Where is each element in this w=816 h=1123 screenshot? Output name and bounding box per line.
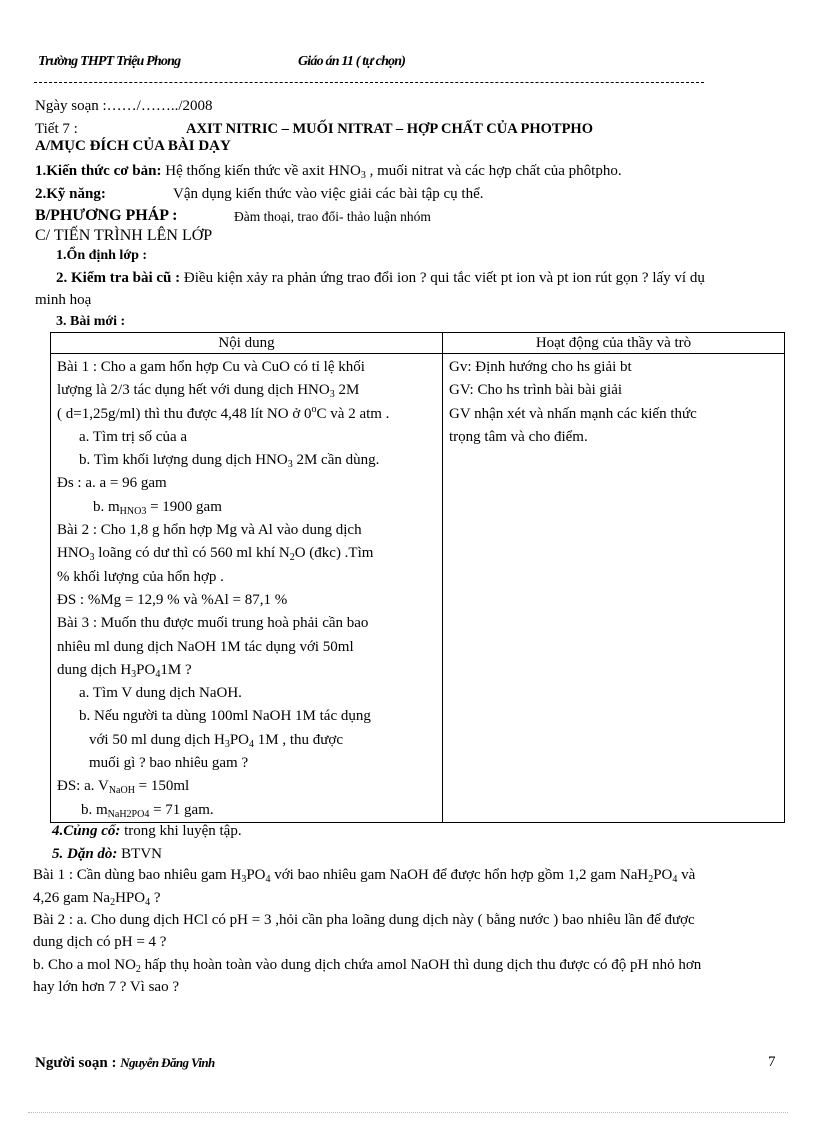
step5-line xyxy=(52,845,162,863)
activity-line: GV nhận xét và nhấn mạnh các kiến thức xyxy=(449,405,697,422)
b3-part-b2: với 50 ml dung dịch $H_3PO_4$ 1M , thu được xyxy=(89,731,344,750)
school-name: Trường THPT Triệu Phong xyxy=(38,54,181,69)
author-label: Người soạn : xyxy=(35,1055,117,1071)
section-b-text: Đàm thoại, trao đổi- thảo luận nhóm xyxy=(234,209,431,224)
b1-answer-1: Đs : a. a = 96 gam xyxy=(57,475,167,492)
section-a-heading: A/MỤC ĐÍCH CỦA BÀI DẠY xyxy=(35,138,231,154)
step4-label: 4.Củng cố: xyxy=(52,823,121,839)
b1-line1: Bài 1 : Cho a gam hổn hợp Cu và CuO có tỉ lệ khối xyxy=(57,359,365,375)
step2-line xyxy=(56,269,705,287)
knowledge-text: Hệ thống kiến thức về axit $HNO_3$ , muối nitrat và các hợp chất của phôtpho. xyxy=(165,163,622,181)
activity-cell xyxy=(443,354,785,823)
b3-line1: Bài 3 : Muốn thu được muối trung hoà phải cần bao xyxy=(57,615,369,632)
b2-answer: ĐS : %Mg = 12,9 % và %Al = 87,1 % xyxy=(57,591,288,608)
step1: 1.Ổn định lớp : xyxy=(56,248,148,263)
section-c-heading: C/ TIẾN TRÌNH LÊN LỚP xyxy=(35,227,213,244)
skill-text: Vận dụng kiến thức vào việc giải các bài tập cụ thể. xyxy=(173,186,484,202)
content-cell xyxy=(51,354,443,823)
b2-line2: $HNO_3$ loãng có dư thì có 560 ml khí $N_2O$ (đkc) .Tìm xyxy=(57,545,374,564)
author-name: Nguyễn Đăng Vinh xyxy=(120,1055,215,1070)
knowledge-line xyxy=(35,162,622,180)
b3-part-b3: muối gì ? bao nhiêu gam ? xyxy=(89,755,249,772)
b1-line3: ( d=1,25g/ml) thì thu được 4,48 lít NO ở 0$^o$C và 2 atm . xyxy=(57,403,390,422)
table-row xyxy=(51,354,785,823)
skill-line xyxy=(35,185,106,203)
section-b-heading: B/PHƯƠNG PHÁP : xyxy=(35,207,178,224)
footer-divider xyxy=(28,1112,788,1113)
header-divider xyxy=(34,82,704,83)
b1-answer-2: b. $m_{HNO3} = 1900$ gam xyxy=(93,498,222,517)
course-title: Giáo án 11 ( tự chọn) xyxy=(298,54,406,69)
activity-line: GV: Cho hs trình bài bài giải xyxy=(449,382,623,399)
homework-2-cont: dung dịch có pH = 4 ? xyxy=(33,934,167,950)
lesson-number: Tiết 7 : xyxy=(35,121,78,137)
b2-line3: % khối lượng của hổn hợp . xyxy=(57,568,224,585)
step3: 3. Bài mới : xyxy=(56,314,126,329)
step4-text: trong khi luyện tập. xyxy=(120,823,242,839)
b2-line1: Bài 2 : Cho 1,8 g hổn hợp Mg và Al vào dung dịch xyxy=(57,522,362,539)
date-line: Ngày soạn :……/……../2008 xyxy=(35,98,213,114)
b3-line2: nhiêu ml dung dịch NaOH 1M tác dụng với 50ml xyxy=(57,638,354,655)
homework-1: Bài 1 : Cần dùng bao nhiêu gam $H_3PO_4$ với bao nhiêu gam NaOH để được hổn hợp gồm 1,2 gam $NaH_2PO_4$ và xyxy=(33,867,696,885)
b1-line2: lượng là 2/3 tác dụng hết với dung dịch $HNO_3$ 2M xyxy=(57,382,360,401)
step5-text: BTVN xyxy=(117,846,163,862)
b3-part-a: a. Tìm V dung dịch NaOH. xyxy=(79,685,242,702)
author-line xyxy=(35,1054,215,1072)
step2-label: 2. Kiểm tra bài cũ : xyxy=(56,270,181,286)
step2-text: Điều kiện xảy ra phản ứng trao đổi ion ? qui tắc viết pt ion và pt ion rút gọn ? lấy ví dụ xyxy=(183,270,705,286)
homework-1-cont: 4,26 gam $Na_2HPO_4$ ? xyxy=(33,890,161,908)
activity-line: trọng tâm và cho điểm. xyxy=(449,428,588,445)
lesson-title: AXIT NITRIC – MUỐI NITRAT – HỢP CHẤT CỦA PHOTPHO xyxy=(186,121,593,137)
b3-line3: dung dịch $H_3PO_41M$ ? xyxy=(57,661,192,680)
step4-line xyxy=(52,822,242,840)
b3-answer-2: b. $m_{NaH2PO4} = 71$ gam. xyxy=(81,801,214,820)
lesson-table xyxy=(50,332,785,823)
col-header-content: Nội dung xyxy=(51,333,443,354)
b1-part-b: b. Tìm khối lượng dung dịch $HNO_3$ 2M cần dùng. xyxy=(79,452,380,471)
table-header-row xyxy=(51,333,785,354)
col-header-activity: Hoạt động của thầy và trò xyxy=(443,333,785,354)
step5-label: 5. Dặn dò: xyxy=(52,846,118,862)
homework-3: b. Cho a mol $NO_2$ hấp thụ hoàn toàn vào dung dịch chứa amol NaOH thì dung dịch thu được có độ pH nhỏ hơn xyxy=(33,957,702,975)
knowledge-label: 1.Kiến thức cơ bản: xyxy=(35,163,162,179)
b3-answer-1: ĐS: a. $V_{NaOH} = 150ml$ xyxy=(57,778,190,797)
homework-2: Bài 2 : a. Cho dung dịch HCl có pH = 3 ,hỏi cần pha loãng dung dịch này ( bằng nước ) bao nhiêu lần để được xyxy=(33,912,695,928)
activity-line: Gv: Định hướng cho hs giải bt xyxy=(449,359,632,375)
skill-label: 2.Kỹ năng: xyxy=(35,186,106,202)
homework-3-cont: hay lớn hơn 7 ? Vì sao ? xyxy=(33,979,179,995)
step2-text-cont: minh hoạ xyxy=(35,292,92,308)
page-number: 7 xyxy=(768,1054,776,1070)
b3-part-b1: b. Nếu người ta dùng 100ml NaOH 1M tác dụng xyxy=(79,708,371,725)
b1-part-a: a. Tìm trị số của a xyxy=(79,428,188,445)
